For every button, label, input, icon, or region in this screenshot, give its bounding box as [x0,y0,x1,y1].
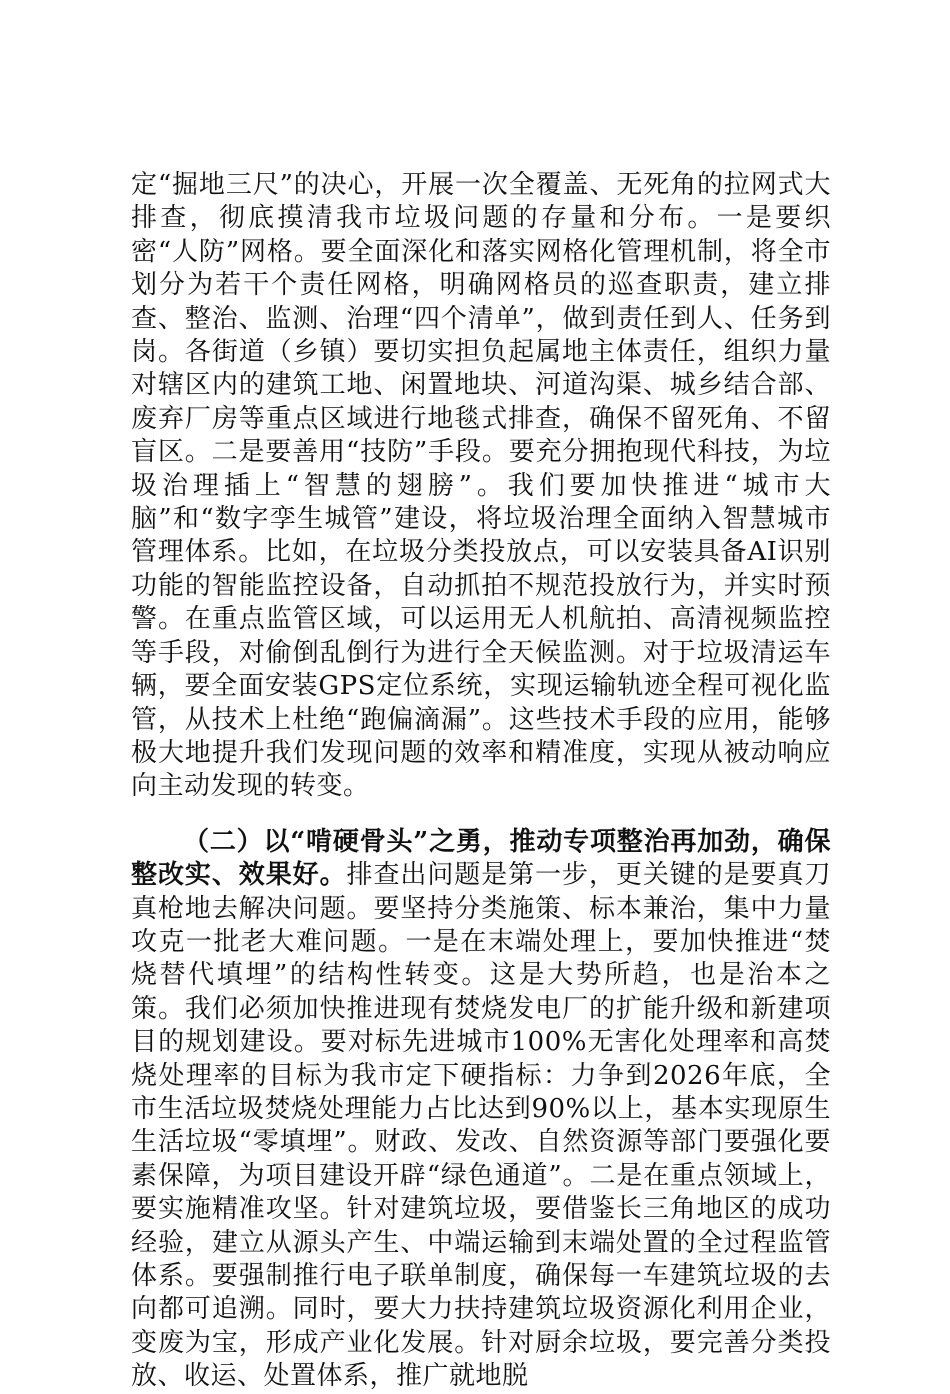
paragraph-special-rectification [131,826,831,1394]
document-body [131,169,831,1394]
paragraph-investigation: 定“掘地三尺”的决心，开展一次全覆盖、无死角的拉网式大排查，彻底摸清我市垃圾问题的存量和分布。一是要织密“人防”网格。要全面深化和落实网格化管理机制，将全市划分为若干个责任网格，明确网格员的巡查职责，建立排查、整治、监测、治理“四个清单”，做到责任到人、任务到岗。各街道（乡镇）要切实担负起属地主体责任，组织力量对辖区内的建筑工地、闲置地块、河道沟渠、城乡结合部、废弃厂房等重点区域进行地毯式排查，确保不留死角、不留盲区。二是要善用“技防”手段。要充分拥抱现代科技，为垃圾治理插上“智慧的翅膀”。我们要加快推进“城市大脑”和“数字孪生城管”建设，将垃圾治理全面纳入智慧城市管理体系。比如，在垃圾分类投放点，可以安装具备AI识别功能的智能监控设备，自动抓拍不规范投放行为，并实时预警。在重点监管区域，可以运用无人机航拍、高清视频监控等手段，对偷倒乱倒行为进行全天候监测。对于垃圾清运车辆，要全面安装GPS定位系统，实现运输轨迹全程可视化监管，从技术上杜绝“跑偏滴漏”。这些技术手段的应用，能够极大地提升我们发现问题的效率和精准度，实现从被动响应向主动发现的转变。 [131,170,831,802]
paragraph-2-body: 排查出问题是第一步，更关键的是要真刀真枪地去解决问题。要坚持分类施策、标本兼治，集中力量攻克一批老大难问题。一是在末端处理上，要加快推进“焚烧替代填埋”的结构性转变。这是大势所趋，也是治本之策。我们必须加快推进现有焚烧发电厂的扩能升级和新建项目的规划建设。要对标先进城市100%无害化处理率和高焚烧处理率的目标为我市定下硬指标：力争到2026年底，全市生活垃圾焚烧处理能力占比达到90%以上，基本实现原生生活垃圾“零填埋”。财政、发改、自然资源等部门要强化要素保障，为项目建设开辟“绿色通道”。二是在重点领域上，要实施精准攻坚。针对建筑垃圾，要借鉴长三角地区的成功经验，建立从源头产生、中端运输到末端处置的全过程监管体系。要强制推行电子联单制度，确保每一车建筑垃圾的去向都可追溯。同时，要大力扶持建筑垃圾资源化利用企业，变废为宝，形成产业化发展。针对厨余垃圾，要完善分类投放、收运、处置体系，推广就地脱 [131,860,831,1392]
section-heading-2: （二）以“啃硬骨头”之勇，推动专项整治再加劲，确保整改实、效果好。 [131,826,831,891]
